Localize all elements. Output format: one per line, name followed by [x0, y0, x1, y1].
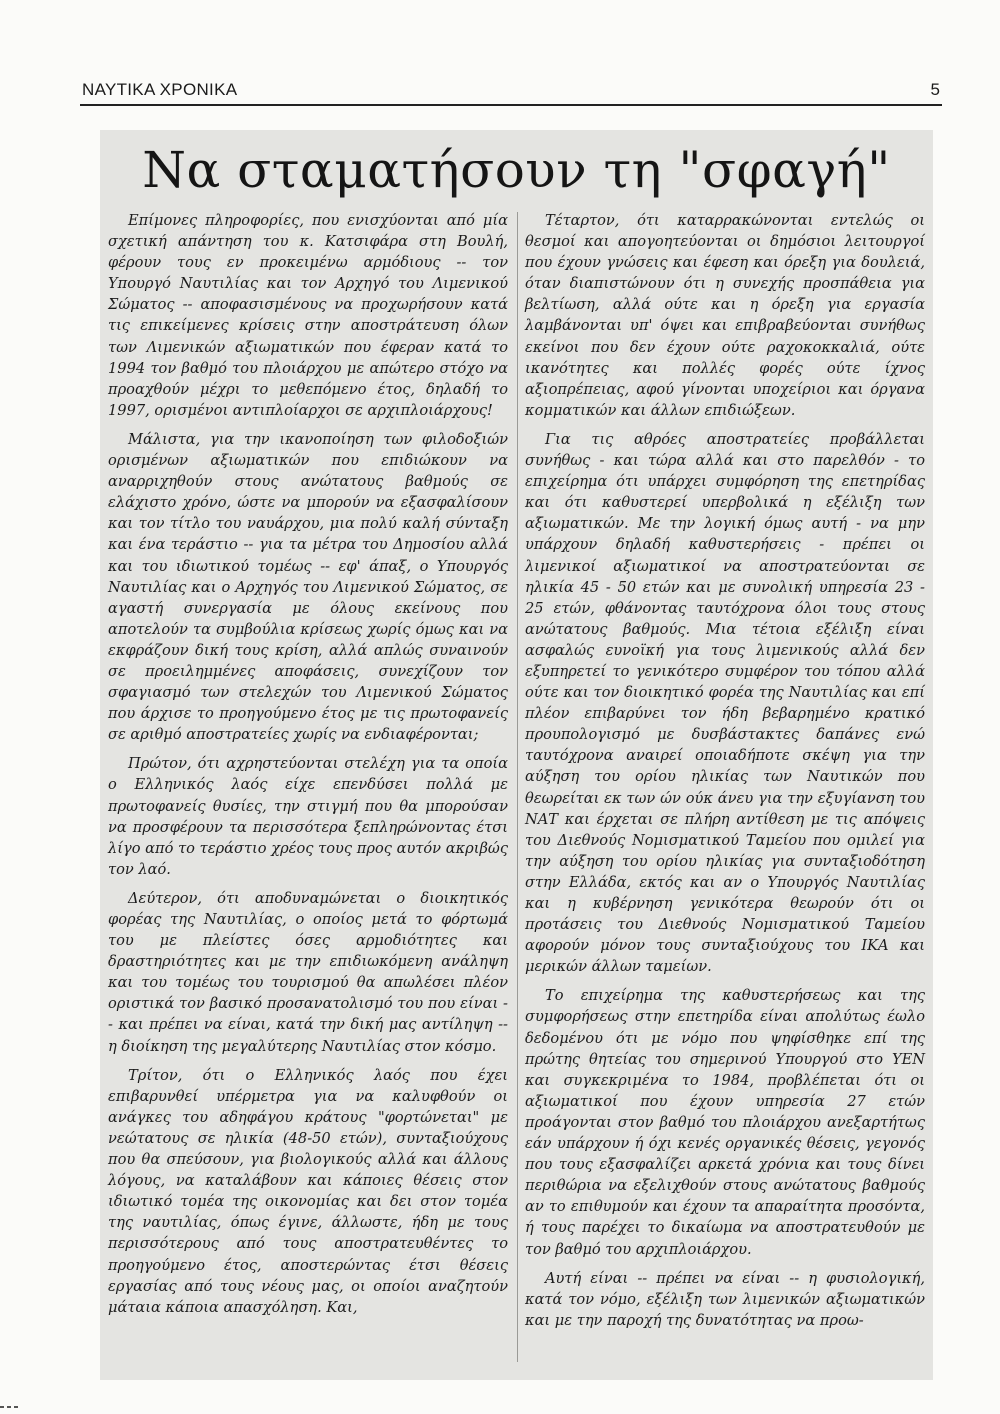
page-number: 5 — [930, 80, 940, 99]
header-rule — [80, 104, 942, 106]
scan-artifact — [0, 1393, 30, 1399]
paragraph: Τέταρτον, ότι καταρρακώνονται εντελώς οι θεσμοί και απογοητεύονται οι δημόσιοι λειτουργοί που έχουν γνώσεις και έφεση και όρεξη για δουλειά, όταν διαπιστώνουν ότι η συνεχής προσπάθεια για βελτίωση, αλλά ούτε και η όρεξη για εργασία λαμβάνονται υπ' όψει και επιβραβεύονται συνήθως εκείνοι που δεν έχουν ούτε ραχοκοκκαλιά, ούτε ικανότητες και πολλές φορές ούτε ίχνος αξιοπρέπειας, αφού γίνονται υποχείριοι και όργανα κομματικών και άλλων επιδιώξεων. — [525, 212, 925, 419]
paragraph: Δεύτερον, ότι αποδυναμώνεται ο διοικητικός φορέας της Ναυτιλίας, ο οποίος μετά το φόρτωμά του με πλείστες όσες αρμοδιότητες και δραστηριότητες και με την επιδιωκόμενη ανάληψη και του τομέως του τουρισμού θα απωλέσει πλέον οριστικά τον βασικό προσανατολισμό του που είναι -- και πρέπει να είναι, κατά την δική μας αντίληψη -- η διοίκηση της μεγαλύτερης Ναυτιλίας στον κόσμο. — [108, 889, 508, 1055]
page-header — [82, 80, 940, 104]
article-title: Να σταματήσουν τη "σφαγή" — [142, 141, 891, 199]
paragraph: Αυτή είναι -- πρέπει να είναι -- η φυσιολογική, κατά τον νόμο, εξέλιξη των λιμενικών αξιωματικών και με την παροχή της δυνατότητας να προω- — [525, 1269, 925, 1329]
paragraph: Τρίτον, ότι ο Ελληνικός λαός που έχει επιβαρυνθεί υπέρμετρα για να καλυφθούν οι ανάγκες του αδηφάγου κράτους "φορτώνεται" με νεώτατους σε ηλικία (48-50 ετών), συνταξιούχους που θα σπεύσουν, για βιολογικούς αλλά και άλλους λόγους, να καταλάβουν και κάποιες θέσεις στον ιδιωτικό τομέα της οικονομίας και δει στον τομέα της ναυτιλίας, όπως έγινε, άλλωστε, ήδη με τους περισσότερους από τους αποστρατευθέντες το προηγούμενο έτος, αποστερώντας έτσι θέσεις εργασίας από τους νέους μας, οι οποίοι αναζητούν μάταια κάποια απασχόληση. Και, — [108, 1066, 508, 1316]
column-divider — [517, 212, 518, 1362]
magazine-name: ΝΑΥΤΙΚΑ ΧΡΟΝΙΚΑ — [82, 80, 238, 99]
paragraph: Επίμονες πληροφορίες, που ενισχύονται από μία σχετική απάντηση του κ. Κατσιφάρα στη Βουλή, φέρουν τους εν προκειμένω αρμόδιους -- τον Υπουργό Ναυτιλίας και τον Αρχηγό του Λιμενικού Σώματος -- αποφασισμένους να προχωρήσουν κατά τις επικείμενες κρίσεις στην αποστράτευση όλων των Λιμενικών αξιωματικών που έφεραν κατά το 1994 τον βαθμό του πλοιάρχου με απώτερο στόχο να προαχθούν μέχρι το μεθεπόμενο έτος, δηλαδή το 1997, ορισμένοι αντιπλοίαρχοι σε αρχιπλοιάρχους! — [108, 212, 508, 419]
article-box — [100, 130, 933, 1380]
paragraph: Μάλιστα, για την ικανοποίηση των φιλοδοξιών ορισμένων αξιωματικών που επιδιώκουν να αναρριχηθούν στους ανώτατους βαθμούς σε ελάχιστο χρόνο, ώστε να μπορούν να εξασφαλίσουν και τον τίτλο του ναυάρχου, μια πολύ καλή σύνταξη και ένα τεράστιο -- για τα μέτρα του Δημοσίου αλλά και του ιδιωτικού τομέως -- εφ' άπαξ, ο Υπουργός Ναυτιλίας και ο Αρχηγός του Λιμενικού Σώματος, σε αγαστή συνεργασία με όλους εκείνους που αποτελούν τα συμβούλια κρίσεως χωρίς όμως και να εκφράζουν δική τους κρίση, αλλά απλώς συναινούν σε προειλημμένες αποφάσεις, συνεχίζουν τον σφαγιασμό των στελεχών του Λιμενικού Σώματος που άρχισε το προηγούμενο έτος με τις πρωτοφανείς σε αριθμό αποστρατείες χωρίς να ενδιαφέρονται; — [108, 430, 508, 744]
paragraph: Πρώτον, ότι αχρηστεύονται στελέχη για τα οποία ο Ελληνικός λαός είχε επενδύσει πολλά με πρωτοφανείς θυσίες, την στιγμή που θα μπορούσαν να προσφέρουν τα περισσότερα ξεπληρώνοντας έτσι λίγο από το τεράστιο χρέος τους προς αυτόν ακριβώς τον λαό. — [108, 755, 508, 878]
paragraph: Για τις αθρόες αποστρατείες προβάλλεται συνήθως - και τώρα αλλά και στο παρελθόν - το επιχείρημα ότι υπάρχει συμφόρηση της επετηρίδας και ότι καθυστερεί υπερβολικά η εξέλιξη των αξιωματικών. Με την λογική όμως αυτή - να μην υπάρχουν δηλαδή καθυστερήσεις - πρέπει οι λιμενικοί αξιωματικοί να αποστρατεύονται σε ηλικία 45 - 50 ετών και με συνολική υπηρεσία 23 - 25 ετών, φθάνοντας ταυτόχρονα όλοι τους στους ανώτατους βαθμούς. Μια τέτοια εξέλιξη είναι ασφαλώς ευνοϊκή για τους λιμενικούς αλλά δεν εξυπηρετεί το γενικότερο συμφέρον του τόπου αλλά ούτε και τον διοικητικό φορέα της Ναυτιλίας και επί πλέον επιβαρύνει τον ήδη βεβαρημένο κρατικό προυπολογισμό με δυσβάστακτες δαπάνες ενώ ταυτόχρονα αναιρεί οποιαδήποτε σκέψη για την αύξηση του ορίου ηλικίας των Ναυτικών που θεωρείται εκ των ών ούκ άνευ για την εξυγίανση του ΝΑΤ και έρχεται σε πλήρη αντίθεση με τις απόψεις του Διεθνούς Νομισματικού Ταμείου που ομιλεί για την αύξηση του ορίου ηλικίας για συνταξιοδότηση στην Ελλάδα, εκτός και αν ο Υπουργός Ναυτιλίας και η κυβέρνηση γενικότερα θεωρούν ότι οι προτάσεις του Διεθνούς Νομισματικού Ταμείου αφορούν μόνον τους συνταξιούχους του ΙΚΑ και μερικών άλλων ταμείων. — [525, 430, 925, 976]
right-column — [525, 210, 925, 1339]
left-column — [108, 210, 508, 1326]
paragraph: Το επιχείρημα της καθυστερήσεως και της συμφορήσεως στην επετηρίδα είναι απολύτως έωλο δεδομένου ότι με νόμο που ψηφίσθηκε επί της πρώτης θητείας του σημερινού Υπουργού στο ΥΕΝ και συγκεκριμένα το 1984, προβλέπεται ότι οι αξιωματικοί που έχουν υπηρεσία 27 ετών προάγονται στον βαθμό του πλοιάρχου ανεξαρτήτως εάν υπάρχουν ή όχι κενές οργανικές θέσεις, γεγονός που τους εξασφαλίζει αρκετά χρόνια και τους δίνει περιθώρια να εξελιχθούν στους ανώτατους βαθμούς αν το επιθυμούν και έχουν τα απαραίτητα προσόντα, ή τους παρέχει το δικαίωμα να αποστρατευθούν με τον βαθμό του αρχιπλοιάρχου. — [525, 987, 925, 1258]
